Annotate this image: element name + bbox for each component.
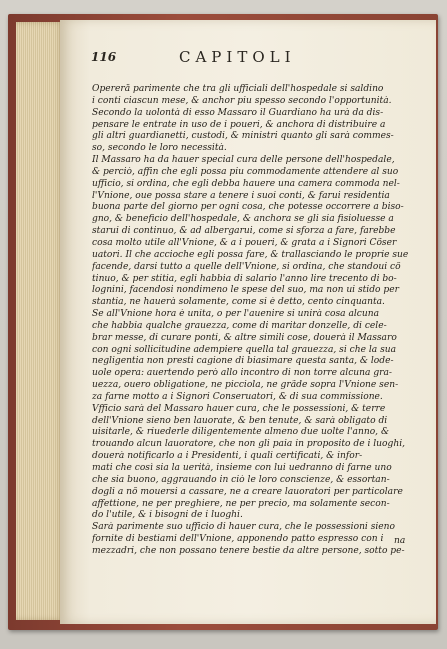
text-line: fornite di bestiami dell'Vnione, apponendo patto espresso con i <box>92 534 384 545</box>
text-line: Secondo la uolontà di esso Massaro il Guardiano ha urà da dis- <box>92 107 384 118</box>
text-line: lognini, facendosi nondimeno le spese del suo, ma non ui stido per <box>92 285 399 296</box>
text-line: do l'utile, & i bisogni de i luoghi. <box>92 510 243 521</box>
text-line: facende, darsi tutto a quelle dell'Vnione, si ordina, che standoui cõ <box>92 261 401 272</box>
body-text <box>92 84 412 558</box>
text-line: brar messe, di curare ponti, & altre simili cose, douerà il Massaro <box>92 332 397 343</box>
text-line: affettione, ne per preghiere, ne per precio, ma solamente secon- <box>92 498 390 509</box>
page-edges <box>16 22 64 620</box>
text-line: uole opera: auertendo però allo incontro di non torre alcuna gra- <box>92 368 392 379</box>
running-head: CAPITOLI <box>179 48 296 66</box>
text-line: uezza, ouero obligatione, ne picciola, ne grãde sopra l'Vnione sen- <box>92 380 399 391</box>
text-line: Sarà parimente suo ufficio di hauer cura, che le possessioni sieno <box>92 522 396 533</box>
text-line: stantia, ne hauerà solamente, come si è detto, cento cinquanta. <box>92 297 385 308</box>
text-line: tinuo, & per stitia, egli habbia di salario l'anno lire trecento di bo- <box>92 273 397 284</box>
text-line: Il Massaro ha da hauer special cura delle persone dell'hospedale, <box>92 155 395 166</box>
text-line: mezzadri, che non possano tenere bestie da altre persone, sotto pe- <box>92 545 405 556</box>
text-line: negligentia non presti cagione di biasimare questa santa, & lode- <box>92 356 394 367</box>
page-header <box>91 48 421 68</box>
text-line: dell'Vnione sieno ben lauorate, & ben tenute, & sarà obligato di <box>92 415 388 426</box>
text-line: uisitarle, & riuederle diligentemente almeno due uolte l'anno, & <box>92 427 390 438</box>
text-line: i conti ciascun mese, & anchor piu spesso secondo l'opportunità. <box>92 95 392 106</box>
text-line: ufficio, si ordina, che egli debba hauere una camera commoda nel- <box>92 178 400 189</box>
text-line: & perciò, affin che egli possa piu commodamente attendere al suo <box>92 166 399 177</box>
text-line: douerà notificarlo a i Presidenti, i quali certificati, & infor- <box>92 451 363 462</box>
text-line: trouando alcun lauoratore, che non gli paia in proposito de i luoghi, <box>92 439 405 450</box>
text-line: so, secondo le loro necessità. <box>92 143 227 154</box>
text-line: pensare le entrate in uso de i poueri, & anchora di distribuire a <box>92 119 386 130</box>
text-line: che habbia qualche grauezza, come di maritar donzelle, di cele- <box>92 320 387 331</box>
text-line: che sia buono, aggrauando in ciò le loro conscienze, & essortan- <box>92 474 390 485</box>
text-line: gno, & beneficio dell'hospedale, & anchora se gli sia fisioluesse a <box>92 214 394 225</box>
text-line: l'Vnione, oue possa stare a tenere i suoi conti, & farui residentia <box>92 190 390 201</box>
text-line: buona parte del giorno per ogni cosa, che potesse occorrere a biso- <box>92 202 404 213</box>
text-line: gli altri guardianetti, custodi, & ministri quanto gli sarà commes- <box>92 131 394 142</box>
text-line: uatori. Il che accioche egli possa fare, & trallasciando le proprie sue <box>92 249 409 260</box>
text-line: Vfficio sarà del Massaro hauer cura, che le possessioni, & terre <box>92 403 386 414</box>
text-line: dogli a nõ mouersi a cassare, ne a creare lauoratori per particolare <box>92 486 403 497</box>
text-line: starui di continuo, & ad albergarui, come si sforza a fare, farebbe <box>92 226 396 237</box>
page-number: 116 <box>91 50 117 64</box>
text-line: Se all'Vnione hora è unita, o per l'auenire si unirà cosa alcuna <box>92 309 380 320</box>
text-line: za farne motto a i Signori Conseruatori, & di sua commissione. <box>92 391 383 402</box>
text-line: cosa molto utile all'Vnione, & a i poueri, & grata a i Signori Cõser <box>92 237 397 248</box>
text-line: mati che così sia la uerità, insieme con lui uedranno di farne uno <box>92 463 392 473</box>
catchword: na <box>394 536 406 546</box>
text-line: con ogni sollicitudine adempiere quella tal grauezza, si che la sua <box>92 344 397 355</box>
text-line: Opereră parimente che tra gli ufficiali dell'hospedale si saldino <box>92 84 384 94</box>
